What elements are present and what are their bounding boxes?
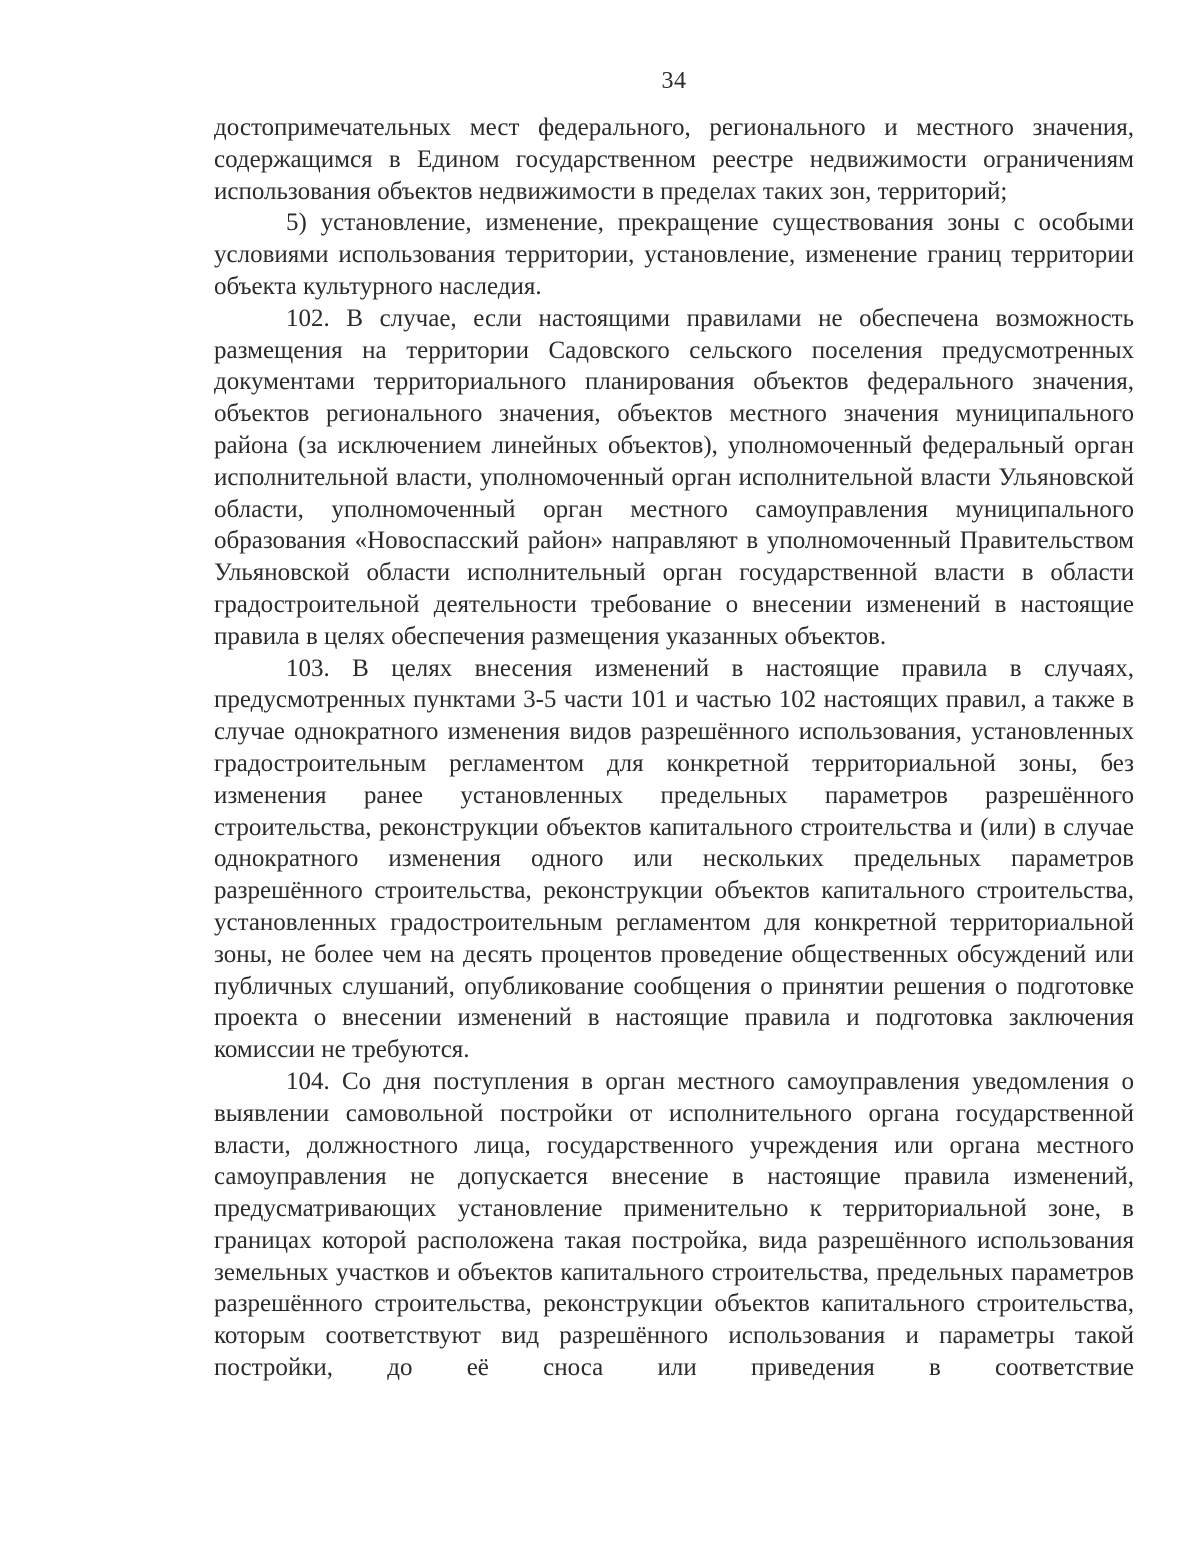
page-number: 34 (661, 68, 687, 94)
document-body (214, 112, 1134, 1384)
paragraph-103: 103. В целях внесения изменений в настоящие правила в случаях, предусмотренных пунктами 3-5 части 101 и частью 102 настоящих правил, а также в случае однократного изменения видов разрешённого использования, установленных градостроительным регламентом для конкретной территориальной зоны, без изменения ранее установленных предельных параметров разрешённого строительства, реконструкции объектов капитального строительства и (или) в случае однократного изменения одного или нескольких предельных параметров разрешённого строительства, реконструкции объектов капитального строительства, установленных градостроительным регламентом для конкретной территориальной зоны, не более чем на десять процентов проведение общественных обсуждений или публичных слушаний, опубликование сообщения о принятии решения о подготовке проекта о внесении изменений в настоящие правила и подготовка заключения комиссии не требуются. (214, 654, 1134, 1064)
paragraph-104: 104. Со дня поступления в орган местного самоуправления уведомления о выявлении самовольной постройки от исполнительного органа государственной власти, должностного лица, государственного учреждения или органа местного самоуправления не допускается внесение в настоящие правила изменений, предусматривающих установление применительно к территориальной зоне, в границах которой расположена такая постройка, вида разрешённого использования земельных участков и объектов капитального строительства, предельных параметров разрешённого строительства, реконструкции объектов капитального строительства, которым соответствуют вид разрешённого использования и параметры такой постройки, до её сноса или приведения в соответствие (214, 1067, 1134, 1382)
paragraph-102: 102. В случае, если настоящими правилами не обеспечена возможность размещения на территории Садовского сельского поселения предусмотренных документами территориального планирования объектов федерального значения, объектов регионального значения, объектов местного значения муниципального района (за исключением линейных объектов), уполномоченный федеральный орган исполнительной власти, уполномоченный орган исполнительной власти Ульяновской области, уполномоченный орган местного самоуправления муниципального образования «Новоспасский район» направляют в уполномоченный Правительством Ульяновской области исполнительный орган государственной власти в области градостроительной деятельности требование о внесении изменений в настоящие правила в целях обеспечения размещения указанных объектов. (214, 304, 1134, 650)
paragraph-item-5: 5) установление, изменение, прекращение существования зоны с особыми условиями использования территории, установление, изменение границ территории объекта культурного наследия. (214, 209, 1134, 300)
paragraph-continuation: достопримечательных мест федерального, регионального и местного значения, содержащимся в Едином государственном реестре недвижимости ограничениям использования объектов недвижимости в пределах таких зон, территорий; (214, 114, 1134, 205)
